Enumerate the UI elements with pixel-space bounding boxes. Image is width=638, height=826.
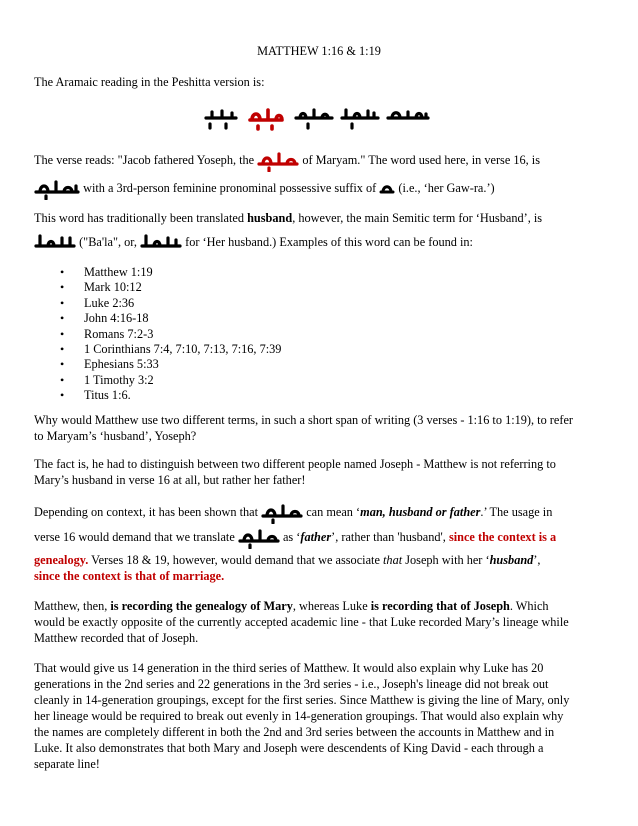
list-item: • Mark 10:12: [34, 280, 281, 295]
husband-line-1: [34, 210, 542, 226]
context-line-1: [34, 502, 552, 524]
list-item: • 1 Corinthians 7:4, 7:10, 7:13, 7:16, 7:39: [34, 342, 281, 357]
gawrah-glyph: [34, 178, 80, 200]
context-line-2: [34, 527, 556, 549]
context-red-b: genealogy.: [34, 553, 89, 567]
examples-list: [34, 265, 281, 404]
last-line-4: her lineage would be required to break out evenly in 14-generation groupings. That would also explain why: [34, 709, 564, 723]
list-item: • Romans 7:2-3: [34, 327, 281, 342]
husband-text-b: , however, the main Semitic term for ‘Husband’, is: [292, 211, 543, 225]
why-line-2: to Maryam’s ‘husband’, Yoseph?: [34, 429, 197, 443]
list-item: • Luke 2:36: [34, 296, 281, 311]
why-line-1: Why would Matthew use two different terms, in such a short span of writing (3 verses - 1:16 to 1:19), to refer: [34, 413, 574, 427]
context-text-g: Verses 18 & 19, however, would demand that we associate: [88, 553, 380, 567]
list-item: • Matthew 1:19: [34, 265, 281, 280]
bala-glyph: [34, 232, 76, 254]
context-text-e: as ‘: [282, 529, 301, 544]
last-line-7: separate line!: [34, 757, 100, 771]
verse-text-d: (i.e., ‘her Gaw-ra.’): [398, 180, 495, 195]
context-line-3: [34, 552, 541, 568]
fact-line-1: The fact is, he had to distinguish between two different people named Joseph - Matthew is not referring to: [34, 457, 556, 471]
context-that: that: [383, 553, 403, 567]
context-text-a: Depending on context, it has been shown that: [34, 504, 259, 519]
context-meanings: man, husband or father: [360, 504, 481, 519]
syriac-word-2-red: [250, 110, 282, 129]
syriac-word-4: [342, 110, 378, 128]
syriac-word-3: [296, 110, 332, 128]
last-line-5: the names are completely different in both the 2nd and 3rd series between the accounts in Matthew and in: [34, 725, 555, 739]
verse-line-1: [34, 150, 540, 172]
intro-text: The Aramaic reading in the Peshitta version is:: [34, 75, 265, 89]
verse-line-2: [34, 178, 495, 200]
context-text-h: Joseph with her ‘: [405, 553, 490, 567]
list-item: • Titus 1:6.: [34, 388, 281, 403]
list-item: • 1 Timothy 3:2: [34, 373, 281, 388]
verse-text-b: of Maryam." The word used here, in verse 16, is: [302, 152, 541, 167]
list-item: • John 4:16-18: [34, 311, 281, 326]
gawra-glyph: [238, 527, 280, 549]
matthew-bold-joseph: is recording that of Joseph: [370, 599, 510, 613]
matthew-bold-mary: is recording the genealogy of Mary: [110, 599, 293, 613]
page-title: MATTHEW 1:16 & 1:19: [257, 44, 381, 58]
husband-text-d: for ‘Her husband.) Examples of this word can be found in:: [185, 234, 473, 249]
suffix-glyph: [379, 178, 395, 200]
husband-text-a: This word has traditionally been translated: [34, 211, 245, 225]
husband-line-2: [34, 232, 473, 254]
syriac-verse-image: [202, 102, 432, 132]
matthew-text-c: . Which: [509, 599, 549, 613]
gawra-red-glyph: [257, 150, 299, 172]
last-line-1: That would give us 14 generation in the third series of Matthew. It would also explain why Luke has 20: [34, 661, 544, 675]
context-text-f: ’, rather than 'husband',: [331, 529, 446, 544]
syriac-word-1: [206, 111, 236, 128]
matthew-line-1: [34, 598, 549, 614]
matthew-text-b: , whereas Luke: [292, 599, 368, 613]
context-text-d: verse 16 would demand that we translate: [34, 529, 235, 544]
syriac-word-5: [388, 112, 428, 118]
last-line-2: generations in the 2nd series and 22 generations in the 3rd series - i.e., Joseph's lineage did not break out: [34, 677, 549, 691]
last-line-3: cleanly in 14-generation groupings, except for the first series. Since Matthew is giving the line of Mary, only: [34, 693, 570, 707]
gawra-glyph: [261, 502, 303, 524]
context-text-c: .’ The usage in: [480, 504, 553, 519]
last-line-6: Luke. It also demonstrates that both Mary and Joseph were descendents of King David - each through a: [34, 741, 544, 755]
context-father: father: [300, 529, 332, 544]
context-text-b: can mean ‘: [306, 504, 361, 519]
context-husband: husband: [489, 553, 534, 567]
verse-text-c: with a 3rd-person feminine pronominal possessive suffix of: [83, 180, 377, 195]
balah-glyph: [140, 232, 182, 254]
husband-term-bold: husband: [247, 211, 293, 225]
matthew-line-3: Matthew recorded that of Joseph.: [34, 631, 199, 645]
context-line-4: since the context is that of marriage.: [34, 569, 225, 583]
verse-text-a: The verse reads: "Jacob fathered Yoseph, the: [34, 152, 255, 167]
matthew-line-2: would be exactly opposite of the currently accepted academic line - that Luke recorded Mary’s lineage while: [34, 615, 569, 629]
context-text-i: ’,: [533, 553, 541, 567]
list-item: • Ephesians 5:33: [34, 357, 281, 372]
matthew-text-a: Matthew, then,: [34, 599, 108, 613]
fact-line-2: Mary’s husband in verse 16 at all, but rather her father!: [34, 473, 306, 487]
context-red-a: since the context is a: [448, 529, 557, 544]
husband-text-c: ("Ba'la", or,: [79, 234, 137, 249]
